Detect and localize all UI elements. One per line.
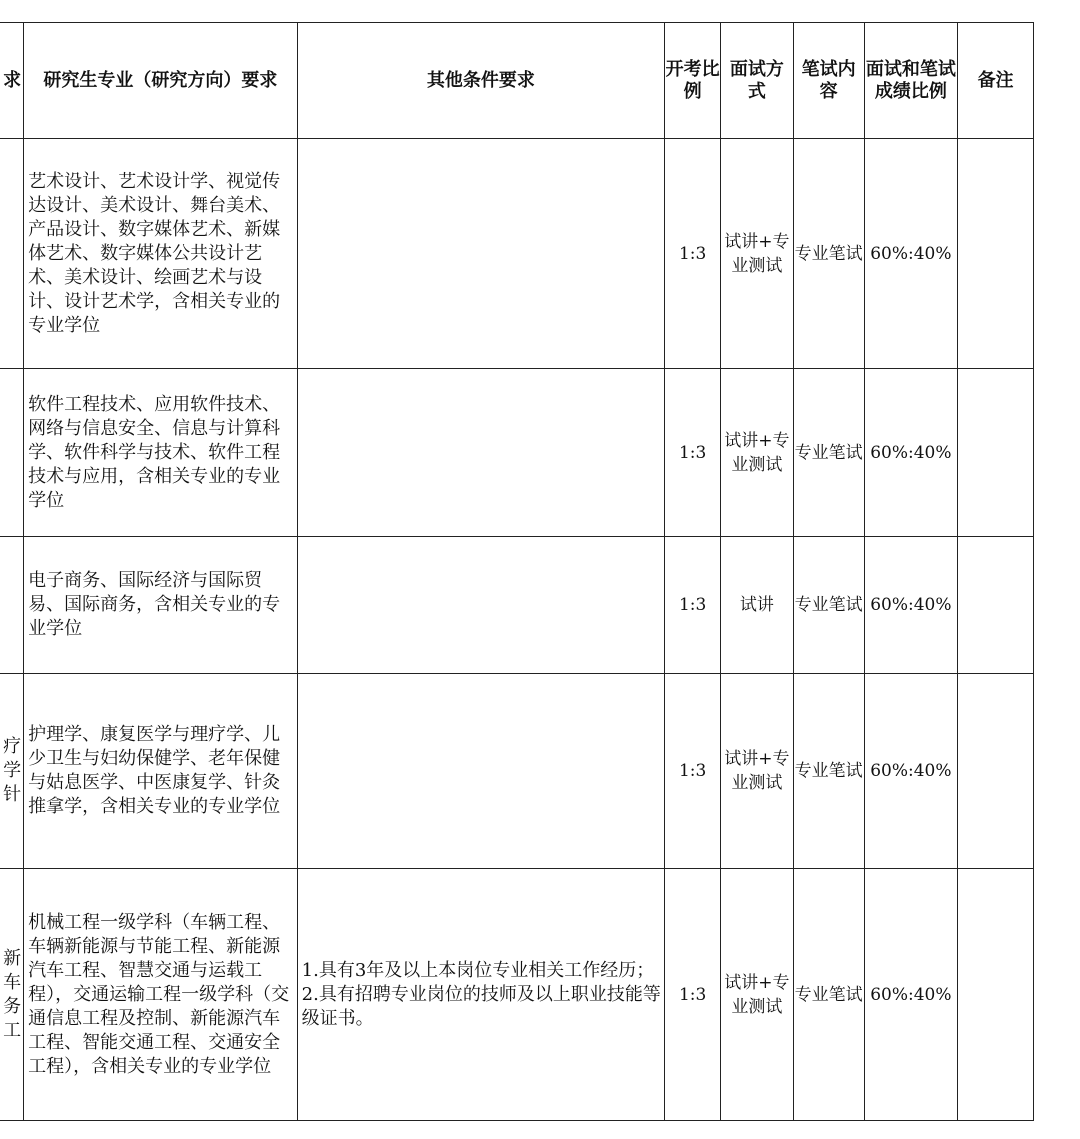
table-row: [0, 537, 1034, 674]
score-ratio-cell: 60%:40%: [864, 537, 958, 674]
major-requirement-cell: 护理学、康复医学与理疗学、儿少卫生与妇幼保健学、老年保健与姑息医学、中医康复学、针灸推拿学，含相关专业的专业学位: [24, 674, 298, 869]
score-ratio-cell: 60%:40%: [864, 869, 958, 1121]
interview-method-cell: 试讲+专业测试: [721, 139, 793, 369]
other-requirement-cell: [297, 537, 665, 674]
exam-ratio-cell: 1:3: [665, 369, 721, 537]
other-requirement-cell: [297, 674, 665, 869]
exam-ratio-cell: 1:3: [665, 674, 721, 869]
table-row: [0, 139, 1034, 369]
written-content-cell: 专业笔试: [793, 139, 864, 369]
remark-cell: [958, 369, 1034, 537]
header-written-content: 笔试内容: [793, 23, 864, 139]
other-requirement-cell: [297, 139, 665, 369]
exam-ratio-cell: 1:3: [665, 139, 721, 369]
prev-column-cell: 疗 学 针: [0, 674, 24, 869]
interview-method-cell: 试讲+专业测试: [721, 869, 793, 1121]
written-content-cell: 专业笔试: [793, 369, 864, 537]
major-requirement-cell: 电子商务、国际经济与国际贸易、国际商务，含相关专业的专业学位: [24, 537, 298, 674]
table-row: [0, 869, 1034, 1121]
prev-column-cell: [0, 537, 24, 674]
written-content-cell: 专业笔试: [793, 537, 864, 674]
interview-method-cell: 试讲: [721, 537, 793, 674]
header-exam-ratio: 开考比例: [665, 23, 721, 139]
recruitment-table: [0, 22, 1034, 1121]
score-ratio-cell: 60%:40%: [864, 369, 958, 537]
exam-ratio-cell: 1:3: [665, 537, 721, 674]
written-content-cell: 专业笔试: [793, 869, 864, 1121]
header-score-ratio: 面试和笔试成绩比例: [864, 23, 958, 139]
remark-cell: [958, 139, 1034, 369]
header-row: [0, 23, 1034, 139]
remark-cell: [958, 537, 1034, 674]
prev-column-cell: 新 车 务 工: [0, 869, 24, 1121]
header-major-requirement: 研究生专业（研究方向）要求: [24, 23, 298, 139]
remark-cell: [958, 674, 1034, 869]
remark-cell: [958, 869, 1034, 1121]
table-row: [0, 674, 1034, 869]
header-remarks: 备注: [958, 23, 1034, 139]
prev-column-cell: [0, 369, 24, 537]
major-requirement-cell: 机械工程一级学科（车辆工程、车辆新能源与节能工程、新能源汽车工程、智慧交通与运载工程），交通运输工程一级学科（交通信息工程及控制、新能源汽车工程、智能交通工程、交通安全工程），含相关专业的专业学位: [24, 869, 298, 1121]
header-prev-column: 求: [0, 23, 24, 139]
interview-method-cell: 试讲+专业测试: [721, 674, 793, 869]
exam-ratio-cell: 1:3: [665, 869, 721, 1121]
major-requirement-cell: 艺术设计、艺术设计学、视觉传达设计、美术设计、舞台美术、产品设计、数字媒体艺术、新媒体艺术、数字媒体公共设计艺术、美术设计、绘画艺术与设计、设计艺术学，含相关专业的专业学位: [24, 139, 298, 369]
other-requirement-cell: [297, 369, 665, 537]
written-content-cell: 专业笔试: [793, 674, 864, 869]
header-other-requirement: 其他条件要求: [297, 23, 665, 139]
major-requirement-cell: 软件工程技术、应用软件技术、网络与信息安全、信息与计算科学、软件科学与技术、软件工程技术与应用，含相关专业的专业学位: [24, 369, 298, 537]
table-row: [0, 369, 1034, 537]
prev-column-cell: [0, 139, 24, 369]
interview-method-cell: 试讲+专业测试: [721, 369, 793, 537]
other-requirement-cell: 1.具有3年及以上本岗位专业相关工作经历； 2.具有招聘专业岗位的技师及以上职业技能等级证书。: [297, 869, 665, 1121]
score-ratio-cell: 60%:40%: [864, 674, 958, 869]
score-ratio-cell: 60%:40%: [864, 139, 958, 369]
header-interview-method: 面试方式: [721, 23, 793, 139]
